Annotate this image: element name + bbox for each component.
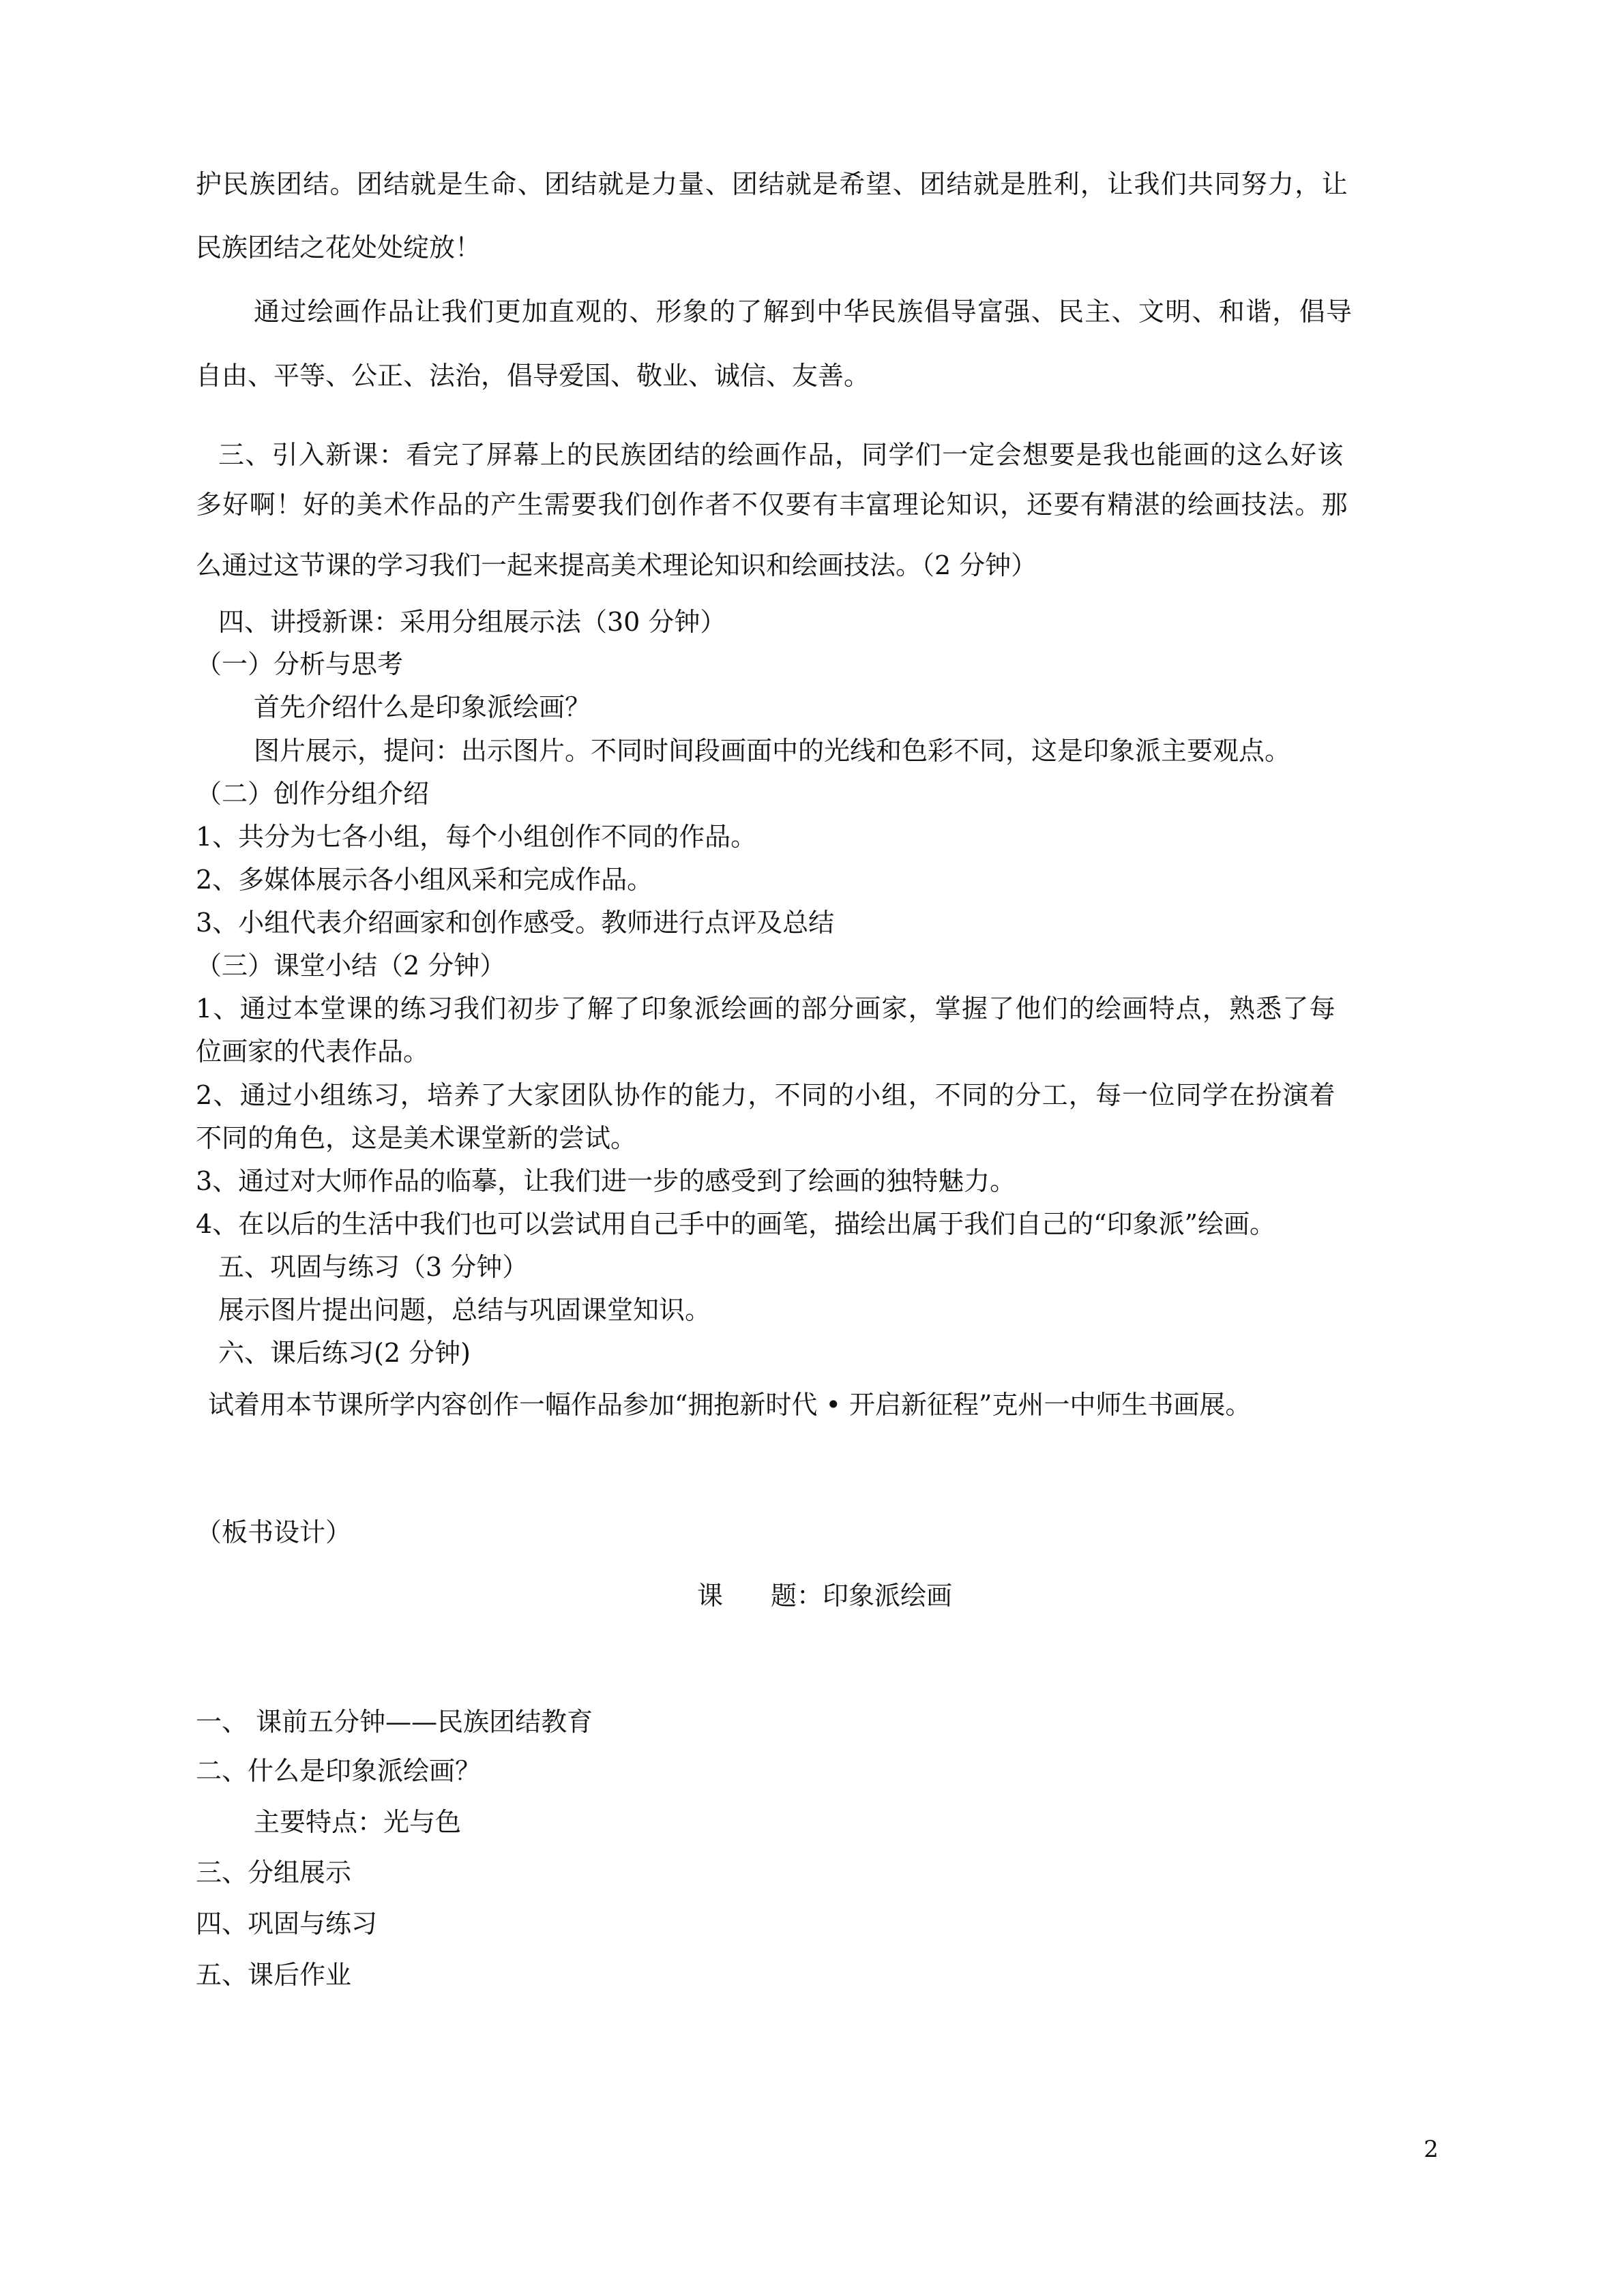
board-item: 五、课后作业 [196,1960,352,1990]
paragraph-line: 多好啊！好的美术作品的产生需要我们创作者不仅要有丰富理论知识，还要有精湛的绘画技法。那 [196,490,1348,520]
paragraph-line: 六、课后练习(2 分钟) [218,1338,471,1368]
paragraph-line: 五、巩固与练习（3 分钟） [218,1252,529,1282]
paragraph-line: 4、在以后的生活中我们也可以尝试用自己手中的画笔，描绘出属于我们自己的“印象派”绘画。 [196,1209,1276,1239]
paragraph-line: 不同的角色，这是美术课堂新的尝试。 [196,1123,637,1153]
paragraph-line: 通过绘画作品让我们更加直观的、形象的了解到中华民族倡导富强、民主、文明、和谐，倡导 [254,297,1353,327]
paragraph-line: （二）创作分组介绍 [196,779,430,809]
paragraph-line: 么通过这节课的学习我们一起来提高美术理论知识和绘画技法。（2 分钟） [196,550,1037,580]
board-design-heading: （板书设计） [196,1517,352,1547]
board-item: 一、 课前五分钟——民族团结教育 [196,1707,593,1737]
paragraph-line: 图片展示，提问：出示图片。不同时间段画面中的光线和色彩不同，这是印象派主要观点。 [254,736,1291,766]
paragraph-line: 三、引入新课：看完了屏幕上的民族团结的绘画作品，同学们一定会想要是我也能画的这么好该 [218,440,1344,470]
lesson-title-text: 题：印象派绘画 [771,1581,953,1611]
paragraph-line: （三）课堂小结（2 分钟） [196,951,506,981]
board-item: 主要特点：光与色 [254,1807,462,1837]
paragraph-line: 护民族团结。团结就是生命、团结就是力量、团结就是希望、团结就是胜利，让我们共同努力，让 [196,169,1348,199]
board-item: 三、分组展示 [196,1858,352,1888]
paragraph-line: 位画家的代表作品。 [196,1037,430,1067]
page-number: 2 [1423,2136,1438,2163]
lesson-title-label: 课 [697,1581,724,1611]
paragraph-line: 3、小组代表介绍画家和创作感受。教师进行点评及总结 [196,908,835,938]
paragraph-line: 首先介绍什么是印象派绘画？ [254,692,591,722]
board-item: 二、什么是印象派绘画？ [196,1756,482,1786]
paragraph-line: 2、多媒体展示各小组风采和完成作品。 [196,865,653,895]
paragraph-line: 试着用本节课所学内容创作一幅作品参加“拥抱新时代 • 开启新征程”克州一中师生书画展。 [208,1390,1252,1420]
paragraph-line: 1、共分为七各小组，每个小组创作不同的作品。 [196,822,757,852]
lesson-title [697,1579,952,1612]
paragraph-line: 展示图片提出问题，总结与巩固课堂知识。 [218,1295,711,1325]
paragraph-line: 自由、平等、公正、法治，倡导爱国、敬业、诚信、友善。 [196,361,870,391]
paragraph-line: 2、通过小组练习，培养了大家团队协作的能力，不同的小组，不同的分工，每一位同学在扮演着 [196,1080,1336,1110]
paragraph-line: 1、通过本堂课的练习我们初步了解了印象派绘画的部分画家，掌握了他们的绘画特点，熟悉了每 [196,994,1336,1024]
paragraph-line: 3、通过对大师作品的临摹，让我们进一步的感受到了绘画的独特魅力。 [196,1166,1016,1196]
paragraph-line: （一）分析与思考 [196,649,404,679]
paragraph-line: 民族团结之花处处绽放！ [196,233,482,263]
paragraph-line: 四、讲授新课：采用分组展示法（30 分钟） [218,607,726,637]
board-item: 四、巩固与练习 [196,1909,378,1939]
